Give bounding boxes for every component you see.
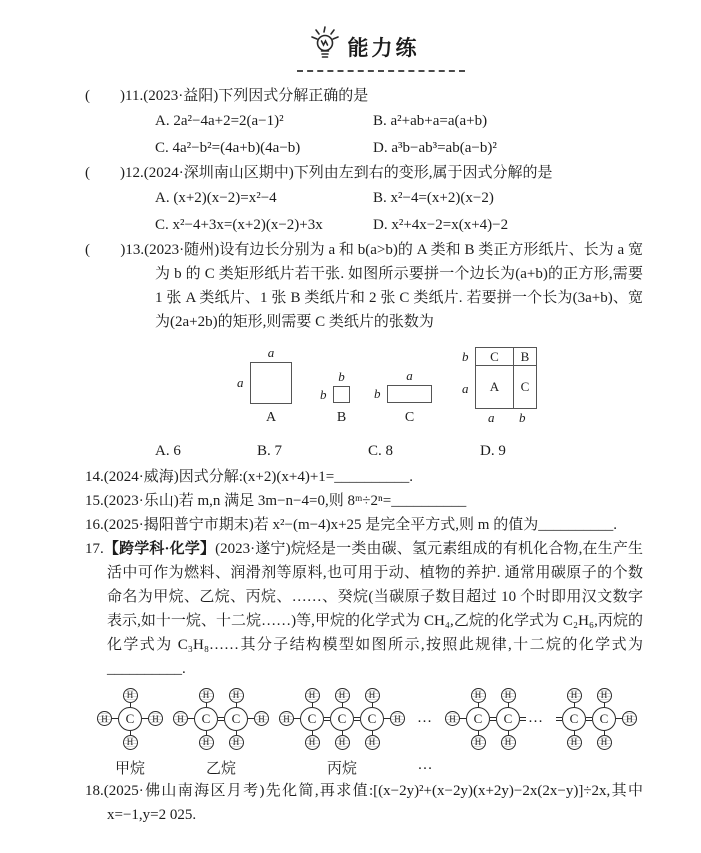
question-number: 14. [85,468,104,485]
hydrogen-atom: H [97,711,112,726]
molecule-model [279,687,405,777]
hydrogen-atom: H [365,688,380,703]
paper-square-a [237,345,292,425]
question-stem: 先化简,再求值:[(x−2y)²+(x−2y)(x+2y)−2x(2x−y)]÷2x,其中 x=−1,y=2 025. [107,782,643,823]
question-17 [85,537,643,777]
section-header [85,26,643,72]
question-source: (2024·深圳南山区期中) [143,165,294,181]
carbon-atom: C [330,707,354,731]
option-a: A. 6 [155,443,181,459]
vertical-bond [478,731,479,735]
vertical-bond [574,703,575,707]
option-b: B. a²+ab+a=a(a+b) [373,113,488,129]
carbon-unit [300,688,324,750]
question-number: 17. [85,540,104,557]
hydrogen-atom: H [305,735,320,750]
carbon-atom: C [562,707,586,731]
question-18 [85,779,643,827]
figure-13 [155,342,643,436]
answer-bracket: ( ) [85,165,125,181]
edge-label: b [519,410,526,425]
hydrogen-atom: H [199,688,214,703]
vertical-bond [604,703,605,707]
question-number: 11. [125,88,144,104]
vertical-bond [130,703,131,707]
hydrogen-atom: H [471,688,486,703]
vertical-bond [130,731,131,735]
grid-cell: A [476,366,514,408]
option-d: D. a³b−ab³=ab(a−b)² [373,139,497,156]
assembled-grid [475,347,537,409]
molecule-label: 乙烷 [205,760,236,777]
molecule-structure [173,687,269,751]
vertical-bond [342,703,343,707]
edge-label: a [237,375,244,390]
question-source: (2024·威海) [103,468,179,485]
question-14 [85,465,643,489]
question-13-line [85,238,643,334]
hydrogen-atom: H [471,735,486,750]
molecule-model [556,687,637,777]
molecule-models-figure [97,687,643,777]
option-d: D. 9 [480,443,506,459]
question-source: (2025·佛山南海区月考) [103,782,265,799]
question-number: 12. [125,165,144,181]
hydrogen-atom: H [229,735,244,750]
carbon-atom: C [118,707,142,731]
square-a-box [250,362,292,404]
hydrogen-atom: H [335,688,350,703]
grid-cell: C [520,379,530,394]
option-c: C. x²−4+3x=(x+2)(x−2)+3x [155,216,323,233]
question-16 [85,513,643,537]
question-source: (2023·遂宁) [215,540,291,557]
question-17-line [85,537,643,681]
hydrogen-atom: H [622,711,637,726]
question-11 [85,84,643,161]
question-15-line [85,489,643,513]
ellipsis: … [528,710,544,726]
question-stem: 下列由左到右的变形,属于因式分解的是 [293,165,553,181]
carbon-atom: C [466,707,490,731]
assembled-square [462,347,537,425]
hydrogen-atom: H [123,688,138,703]
shape-caption: A [265,410,277,425]
hydrogen-atom: H [305,688,320,703]
question-stem: 烷烃是一类由碳、氢元素组成的有机化合物,在生产生活中可作为燃料、润滑剂等原料,也可用于动、植物的养护. 通常用碳原子的个数命名为甲烷、乙烷、丙烷、……、癸烷(当碳原子数目超过 10 个时即用汉文数字表示,如十一烷、十二烷……)等,甲烷的化学式为 CH₄,乙烷的化学式为 C₂H₆,丙烷的化学式为 C₃H₈……其分子结构模型如图所示,按照此规律,十二烷的化学式为__________. [107,540,643,677]
carbon-unit [360,688,384,750]
hydrogen-atom: H [501,735,516,750]
edge-label: b [374,386,381,401]
paper-rect-c [374,368,432,425]
carbon-atom: C [194,707,218,731]
molecule-model [445,687,546,777]
cross-subject-tag: 【跨学科·化学】 [103,540,216,557]
vertical-bond [508,731,509,735]
ellipsis-item [415,687,435,777]
hydrogen-atom: H [597,688,612,703]
question-stem: 因式分解:(x+2)(x+4)+1=__________. [178,468,413,485]
hydrogen-atom: H [148,711,163,726]
hydrogen-atom: H [365,735,380,750]
hydrogen-atom: H [173,711,188,726]
hydrogen-atom: H [445,711,460,726]
hydrogen-atom: H [199,735,214,750]
answer-bracket: ( ) [85,242,126,258]
dashed-underline [297,70,465,72]
molecule-label: … [417,756,433,773]
rect-c-box [387,385,432,403]
carbon-atom: C [496,707,520,731]
square-b-box [333,386,350,403]
molecule-structure [556,687,637,751]
molecule-model [97,687,163,777]
hydrogen-atom: H [597,735,612,750]
question-number: 16. [85,516,104,533]
vertical-bond [236,703,237,707]
hydrogen-atom: H [567,735,582,750]
vertical-bond [508,703,509,707]
hydrogen-atom: H [335,735,350,750]
carbon-unit [562,688,586,750]
question-source: (2023·益阳) [143,88,219,104]
option-a: A. 2a²−4a+2=2(a−1)² [155,113,284,129]
question-12-line [85,161,643,185]
grid-cell: B [514,348,536,366]
hydrogen-atom: H [279,711,294,726]
shape-caption: C [404,410,415,425]
question-number: 15. [85,492,104,509]
question-stem: 设有边长分别为 a 和 b(a>b)的 A 类和 B 类正方形纸片、长为 a 宽为 b 的 C 类矩形纸片若干张. 如图所示要拼一个边长为(a+b)的正方形,需要 1 张 A 类纸片、1 张 B 类纸片和 2 张 C 类纸片. 若要拼一个长为(3a+b)、宽为(2a+2b)的矩形,则需要 C 类纸片的张数为 [155,242,643,330]
edge-label: b [320,387,327,402]
question-number: 13. [125,242,145,258]
vertical-bond [312,731,313,735]
question-12 [85,161,643,238]
carbon-unit [194,688,218,750]
question-11-line [85,84,643,108]
carbon-unit [592,688,616,750]
edge-label: a [462,381,469,396]
molecule-structure [415,687,435,751]
molecule-structure [445,687,546,751]
hydrogen-atom: H [501,688,516,703]
question-15 [85,489,643,513]
question-18-line [85,779,643,827]
hydrogen-atom: H [229,688,244,703]
vertical-bond [574,731,575,735]
carbon-unit [118,688,142,750]
vertical-bond [478,703,479,707]
vertical-bond [604,731,605,735]
option-b: B. 7 [257,443,283,459]
question-source: (2023·随州) [144,242,220,258]
vertical-bond [372,731,373,735]
question-source: (2023·乐山) [103,492,179,509]
molecule-label: 丙烷 [326,760,357,777]
vertical-bond [312,703,313,707]
question-stem: 若 m,n 满足 3m−n−4=0,则 8ᵐ÷2ⁿ=__________ [178,492,467,509]
question-13 [85,238,643,465]
section-title: 能力练 [347,36,420,60]
edge-label: b [462,349,469,364]
edge-label: b [338,369,345,384]
vertical-bond [206,731,207,735]
option-d: D. x²+4x−2=x(x+4)−2 [373,216,509,233]
hydrogen-atom: H [567,688,582,703]
molecule-structure [279,687,405,751]
edge-label: a [488,410,495,425]
carbon-atom: C [300,707,324,731]
options-row [85,135,643,162]
carbon-atom: C [592,707,616,731]
carbon-unit [330,688,354,750]
options-row [85,185,643,212]
question-14-line [85,465,643,489]
vertical-bond [236,731,237,735]
question-source: (2025·揭阳普宁市期末) [103,516,254,533]
question-16-line [85,513,643,537]
paper-square-b [320,369,350,425]
carbon-atom: C [360,707,384,731]
answer-bracket: ( ) [85,88,125,104]
question-stem: 若 x²−(m−4)x+25 是完全平方式,则 m 的值为__________. [253,516,617,533]
edge-label: a [267,345,275,360]
vertical-bond [342,731,343,735]
hydrogen-atom: H [123,735,138,750]
vertical-bond [206,703,207,707]
hydrogen-atom: H [254,711,269,726]
question-stem: 下列因式分解正确的是 [218,88,369,104]
question-number: 18. [85,782,104,799]
shape-caption: B [336,410,347,425]
carbon-unit [224,688,248,750]
lightbulb-icon [309,26,341,67]
options-row [85,212,643,239]
option-c: C. 8 [368,443,394,459]
edge-label: a [406,368,413,383]
molecule-model [173,687,269,777]
options-row [85,438,643,465]
option-a: A. (x+2)(x−2)=x²−4 [155,190,277,206]
carbon-unit [466,688,490,750]
hydrogen-atom: H [390,711,405,726]
options-row [85,108,643,135]
grid-cell: C [476,348,514,366]
ellipsis: … [417,710,433,726]
option-c: C. 4a²−b²=(4a+b)(4a−b) [155,139,301,156]
carbon-unit [496,688,520,750]
vertical-bond [372,703,373,707]
option-b: B. x²−4=(x+2)(x−2) [373,190,494,206]
molecule-label: 甲烷 [114,760,145,777]
carbon-atom: C [224,707,248,731]
molecule-structure [97,687,163,751]
